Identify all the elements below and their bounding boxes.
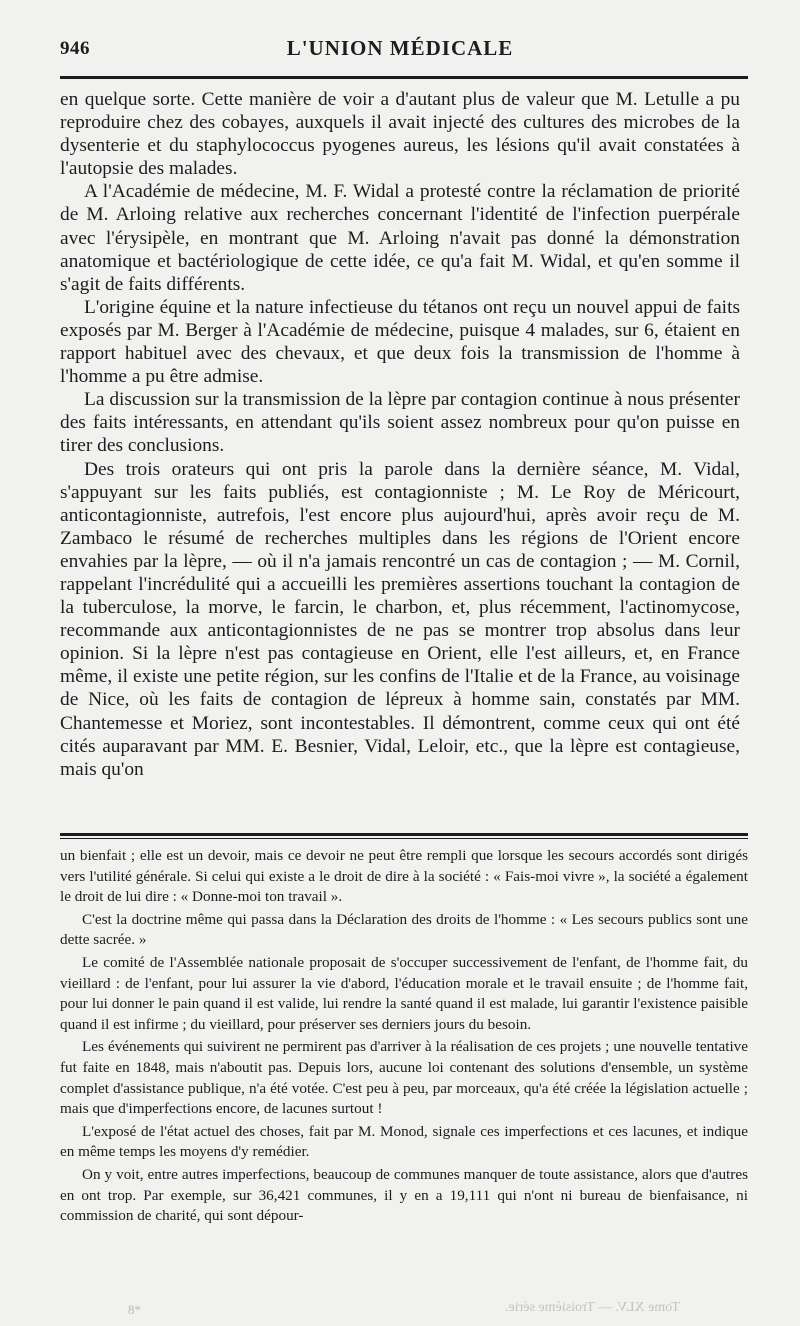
signature-mark: 8*: [128, 1302, 141, 1317]
body-paragraph: A l'Académie de médecine, M. F. Widal a protesté contre la réclamation de priorité de M. Arloing relative aux recherches concernant l'identité de l'infection puerpérale avec l'érysipèle, en montrant que M. Arloing n'avait pas donné la démonstration anatomique et bactériologique de cette idée, ce qu'a fait M. Widal, et qu'en somme il s'agit de faits différents.: [60, 181, 740, 295]
footnote-text: [60, 846, 748, 1229]
body-paragraph: en quelque sorte. Cette manière de voir a d'autant plus de valeur que M. Letulle a pu reproduire chez des cobayes, auxquels il avait injecté des cultures des microbes de la dysenterie et du staphylococcus pyogenes aureus, les lésions qu'il avait constatées à l'autopsie des malades.: [60, 89, 740, 180]
note-paragraph: C'est la doctrine même qui passa dans la Déclaration des droits de l'homme : « Les secours publics sont une dette sacrée. »: [60, 910, 748, 949]
page-header: [60, 34, 740, 66]
bleed-through-text: Tome XLV. — Troisième série.: [505, 1300, 680, 1315]
header-rule: [60, 76, 748, 79]
body-paragraph: Des trois orateurs qui ont pris la parole dans la dernière séance, M. Vidal, s'appuyant sur les faits publiés, est contagionniste ; M. Le Roy de Méricourt, anticontagionniste, autrefois, l'est encore plus aujourd'hui, après avoir reçu de M. Zambaco le résumé de recherches multiples dans les régions de l'Orient encore envahies par la lèpre, — où il n'a jamais rencontré un cas de contagion ; — M. Cornil, rappelant l'incrédulité qui a accueilli les premières assertions touchant la contagion de la tuberculose, la morve, le farcin, le charbon, et, plus récemment, l'actinomycose, recommande aux anticontagionnistes de ne pas se montrer trop absolus dans leur opinion. Si la lèpre n'est pas contagieuse en Orient, elle l'est ailleurs, et, en France même, il existe une petite région, sur les confins de l'Italie et de la France, au voisinage de Nice, où les faits de contagion de lépreux à homme sain, constatés par MM. Chantemesse et Moriez, sont incontestables. Il démontrent, comme ceux qui ont été cités auparavant par MM. E. Besnier, Vidal, Leloir, etc., que la lèpre est contagieuse, mais qu'on: [60, 458, 740, 780]
footnote-rule-thin: [60, 838, 748, 839]
note-paragraph: Les événements qui suivirent ne permirent pas d'arriver à la réalisation de ces projets ; une nouvelle tentative fut faite en 1848, mais n'aboutit pas. Depuis lors, aucune loi contenant des solutions d'ensemble, un système complet d'assistance publique, n'a été votée. C'est peu à peu, par morceaux, qu'a été créée la législation actuelle ; mais que d'imperfections encore, de lacunes surtout !: [60, 1038, 748, 1118]
note-paragraph: L'exposé de l'état actuel des choses, fait par M. Monod, signale ces imperfections et ces lacunes, et indique en même temps les moyens d'y remédier.: [60, 1122, 748, 1161]
body-paragraph: La discussion sur la transmission de la lèpre par contagion continue à nous présenter des faits intéressants, en attendant qu'ils soient assez nombreux pour qu'on puisse en tirer des conclusions.: [60, 389, 740, 457]
footnote-rule: [60, 833, 748, 836]
note-paragraph: Le comité de l'Assemblée nationale proposait de s'occuper successivement de l'enfant, de l'homme fait, du vieillard : de l'enfant, pour lui assurer la vie d'abord, l'éducation morale et le travail ensuite ; de l'homme fait, pour lui donner le pain quand il est valide, lui rendre la santé quand il est malade, lui garantir l'existence paisible quand il est infirme ; du vieillard, pour préserver ses derniers jours du besoin.: [60, 953, 748, 1033]
main-text: [60, 88, 740, 781]
note-paragraph: On y voit, entre autres imperfections, beaucoup de communes manquer de toute assistance, alors que d'autres en ont trop. Par exemple, sur 36,421 communes, il y en a 19,111 qui n'ont ni bureau de bienfaisance, ni commission de charité, qui sont dépour-: [60, 1165, 748, 1225]
note-paragraph: un bienfait ; elle est un devoir, mais ce devoir ne peut être rempli que lorsque les secours accordés sont dirigés vers l'utilité générale. Si celui qui existe a le droit de dire à la société : « Fais-moi vivre », la société a également le droit de lui dire : « Donne-moi ton travail ».: [60, 847, 748, 906]
running-title: L'UNION MÉDICALE: [286, 36, 514, 60]
body-paragraph: L'origine équine et la nature infectieuse du tétanos ont reçu un nouvel appui de faits exposés par M. Berger à l'Académie de médecine, puisque 4 malades, sur 6, étaient en rapport habituel avec des chevaux, et que deux fois la transmission de l'homme à l'homme a pu être admise.: [60, 296, 740, 388]
page-number: 946: [60, 38, 90, 59]
